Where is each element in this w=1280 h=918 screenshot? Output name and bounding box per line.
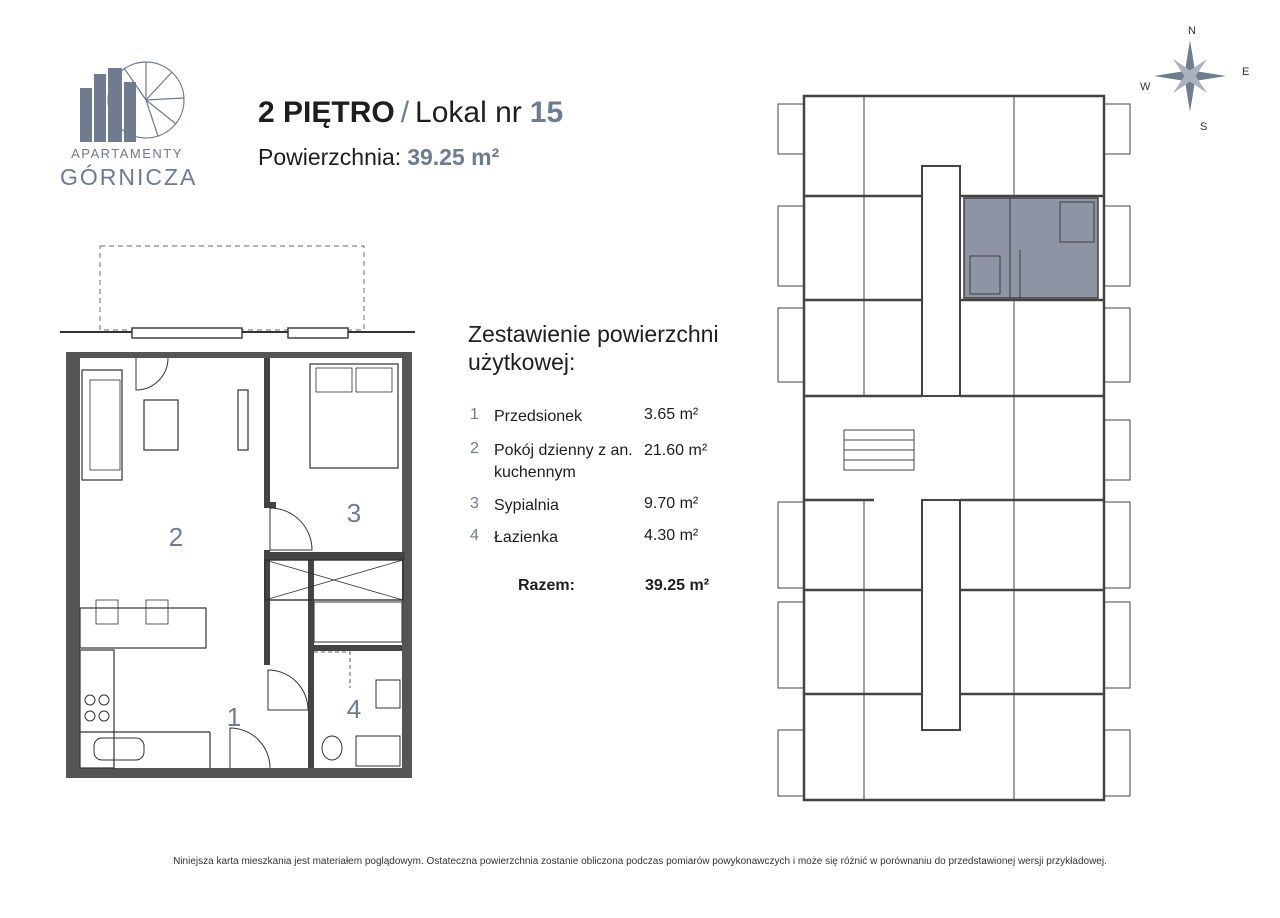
room-name: Przedsionek bbox=[494, 408, 583, 425]
title-separator: / bbox=[400, 96, 410, 129]
compass-w: W bbox=[1140, 81, 1151, 93]
building-key-plan bbox=[774, 90, 1134, 806]
unit-area bbox=[258, 144, 499, 171]
highlighted-unit bbox=[964, 198, 1098, 298]
compass-s: S bbox=[1200, 121, 1208, 133]
room-name: Sypialnia bbox=[494, 497, 559, 514]
dining-table bbox=[80, 608, 206, 648]
logo-text-top: APARTAMENTY bbox=[71, 146, 183, 161]
sofa bbox=[82, 370, 122, 480]
room-label-4: 4 bbox=[346, 694, 362, 724]
window bbox=[288, 328, 348, 338]
window bbox=[132, 328, 242, 338]
room-number: 3 bbox=[470, 495, 479, 512]
total-value: 39.25 m² bbox=[645, 577, 710, 594]
unit-number: 15 bbox=[529, 96, 564, 129]
floor-label: 2 PIĘTRO bbox=[258, 96, 395, 129]
unit-title bbox=[258, 96, 563, 130]
compass-rose bbox=[1136, 20, 1256, 136]
unit-label: Lokal nr bbox=[415, 96, 522, 129]
bed bbox=[310, 364, 398, 468]
room-area: 9.70 m² bbox=[644, 495, 699, 512]
room-label-2: 2 bbox=[168, 522, 184, 552]
logo-text-main: GÓRNICZA bbox=[60, 164, 198, 190]
kitchen-counter bbox=[80, 650, 114, 768]
area-label: Powierzchnia: bbox=[258, 144, 402, 170]
total-label: Razem: bbox=[518, 577, 575, 594]
room-label-1: 1 bbox=[226, 702, 242, 732]
room-number: 4 bbox=[470, 527, 479, 544]
room-area: 3.65 m² bbox=[644, 406, 699, 423]
area-summary-title: Zestawienie powierzchni użytkowej: bbox=[468, 321, 719, 375]
compass-n: N bbox=[1188, 25, 1196, 37]
room-name: Pokój dzienny z an. kuchennym bbox=[494, 442, 633, 481]
room-area: 4.30 m² bbox=[644, 527, 699, 544]
room-name: Łazienka bbox=[494, 529, 559, 546]
room-area: 21.60 m² bbox=[644, 442, 708, 459]
room-label-3: 3 bbox=[346, 498, 362, 528]
disclaimer: Niniejsza karta mieszkania jest materiałem poglądowym. Ostateczna powierzchnia zostanie obliczona podczas pomiarów powykonawczych i może się różnić w porównaniu do przedstawionej wersji przykładowej. bbox=[173, 856, 1107, 867]
exterior-wall bbox=[66, 352, 80, 772]
room-number: 2 bbox=[470, 440, 479, 457]
room-number: 1 bbox=[470, 406, 479, 423]
balcony-outline bbox=[100, 246, 364, 330]
apartment-floor-plan bbox=[60, 240, 420, 785]
compass-e: E bbox=[1242, 66, 1250, 78]
area-value: 39.25 m² bbox=[407, 144, 500, 170]
